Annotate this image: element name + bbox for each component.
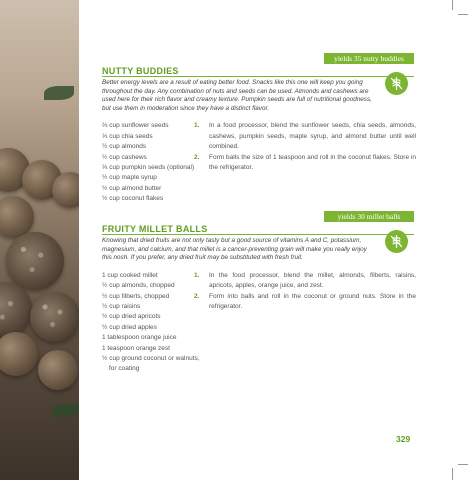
ingredient-item: ½ cup almond butter (102, 184, 162, 192)
step-number: 2. (194, 292, 200, 300)
step-text: Form balls the size of 1 teaspoon and roll in the coconut flakes. Store in the refrigerator. (209, 153, 416, 171)
page-number: 329 (396, 434, 411, 444)
ingredient-item: ½ cup coconut flakes (102, 195, 164, 203)
ingredient-item: ½ cup dried apricots (102, 313, 161, 321)
step-item (194, 121, 416, 152)
recipe-nutty-buddies (102, 53, 416, 203)
step-list (194, 271, 416, 313)
ingredient-item: ½ cup cashews (102, 153, 147, 161)
step-number: 1. (194, 271, 200, 279)
ingredient-item: ½ cup dried apples (102, 323, 157, 331)
step-text: In a food processor, blend the sunflower seeds, chia seeds, almonds, cashews, pumpkin seeds, maple syrup, and almond butter until well combined. (209, 122, 416, 151)
ingredient-item: ½ cup almonds (102, 143, 147, 151)
ingredient-item: 1 tablespoon orange juice (102, 334, 177, 342)
step-list (194, 121, 416, 173)
ingredient-item: ½ cup ground coconut or walnuts, for coating (102, 355, 200, 373)
step-item (194, 271, 416, 292)
step-text: Form into balls and roll in the coconut or ground nuts. Store in the refrigerator. (209, 292, 416, 310)
step-number: 2. (194, 153, 200, 161)
recipe-header (102, 53, 414, 77)
recipe-intro: Knowing that dried fruits are not only tasty but a good source of vitamins A and C, potassium, magnesium, and calcium, and that millet is a cancer-preventing grain will make you really enjoy this nosh. If you prefer, any dried fruit may be substituted with fresh fruit. (102, 237, 367, 262)
ingredient-item: ½ cup almonds, chopped (102, 282, 175, 290)
ingredient-item: ⅓ cup pumpkin seeds (optional) (102, 164, 195, 171)
ingredient-item: 1 teaspoon orange zest (102, 344, 170, 352)
ingredient-item: ½ cup raisins (102, 303, 141, 310)
step-text: In the food processor, blend the millet, almonds, filberts, raisins, apricots, apples, orange juice, and zest. (209, 271, 416, 290)
ingredient-item: ⅔ cup sunflower seeds (102, 122, 169, 130)
ingredient-list (102, 121, 202, 204)
step-item (194, 292, 416, 313)
step-item (194, 153, 416, 174)
gluten-free-wheat-icon (385, 230, 408, 253)
trim-mark (458, 464, 468, 465)
trim-mark (452, 468, 453, 480)
recipe-title: NUTTY BUDDIES (102, 66, 179, 76)
gluten-free-wheat-icon (385, 72, 408, 95)
yields-label: yields 30 millet balls (324, 211, 414, 222)
recipe-header (102, 211, 414, 235)
trim-mark (452, 0, 453, 10)
trim-mark (458, 14, 468, 15)
ingredient-item: ½ cup filberts, chopped (102, 292, 170, 300)
recipe-title: FRUITY MILLET BALLS (102, 224, 208, 234)
ingredient-item: ½ cup maple syrup (102, 174, 157, 182)
ingredient-item: 1 cup cooked millet (102, 271, 158, 279)
title-divider (102, 76, 414, 77)
food-photo-strip (0, 0, 79, 480)
step-number: 1. (194, 122, 200, 130)
title-divider (102, 234, 414, 235)
ingredient-list (102, 271, 202, 375)
ingredient-item: ⅓ cup chia seeds (102, 132, 153, 140)
recipe-intro: Better energy levels are a result of eating better food. Snacks like this one will keep you going throughout the day. Any combination of nuts and seeds can be used. Almonds and cashews are used here for their rich flavor and creamy texture. Pumpkin seeds are full of nutritional goodness, but use them in moderation since they have a distinct flavor. (102, 79, 372, 112)
yields-label: yields 35 nutty buddies (324, 53, 414, 64)
recipe-fruity-millet-balls (102, 211, 416, 373)
